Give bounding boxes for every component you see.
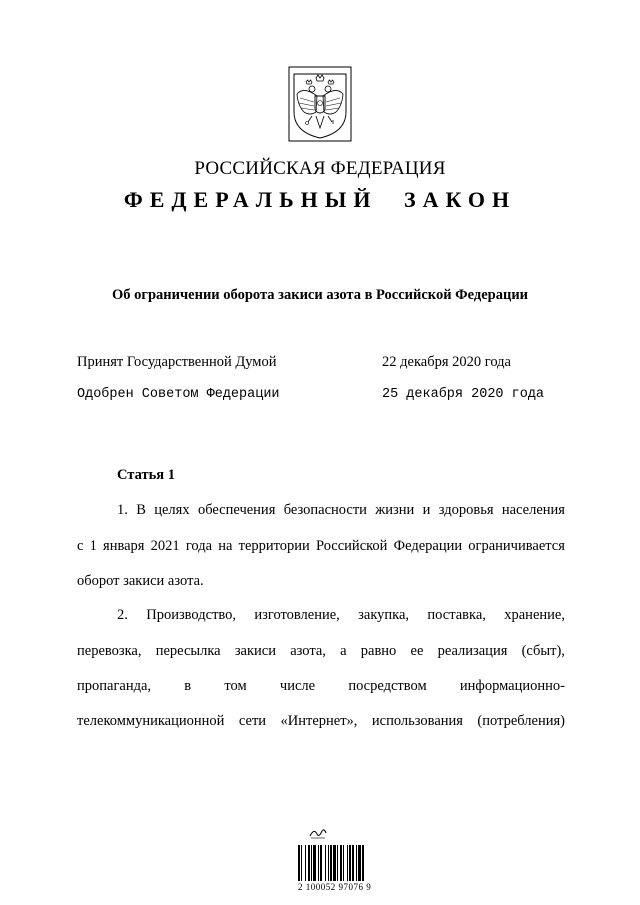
word: информационно-: [459, 678, 565, 694]
adoption-label: Принят Государственной Думой: [77, 354, 277, 370]
word: ограничивается: [468, 538, 565, 554]
word: равно: [360, 643, 397, 659]
word: использования: [371, 713, 463, 729]
article-heading: Статья 1: [117, 467, 175, 483]
word: 2021: [150, 538, 180, 554]
word: Российской: [315, 538, 388, 554]
paragraph-line: [117, 607, 565, 624]
paragraph-line: [77, 678, 565, 695]
paragraph-line: оборот закиси азота.: [77, 573, 204, 589]
word: Производство,: [146, 607, 237, 623]
word: с: [77, 538, 84, 554]
barcode-number: 2 100052 97076 9: [298, 882, 372, 892]
word: жизни: [375, 502, 415, 518]
word: а: [340, 643, 347, 659]
word: телекоммуникационной: [77, 713, 225, 729]
word: поставка,: [427, 607, 486, 623]
word: пересылка: [155, 643, 221, 659]
word: января: [103, 538, 145, 554]
signature-mark-icon: [308, 826, 328, 840]
law-title: Об ограничении оборота закиси азота в Российской Федерации: [111, 287, 529, 303]
country-name: РОССИЙСКАЯ ФЕДЕРАЦИЯ: [194, 158, 446, 179]
word: закупка,: [358, 607, 410, 623]
word: года: [185, 538, 213, 554]
coat-of-arms-icon: [288, 66, 352, 142]
word: сети: [238, 713, 267, 729]
paragraph-line: [117, 502, 565, 519]
paragraph-line: [77, 713, 565, 730]
barcode-icon: [298, 845, 378, 881]
document-type: ФЕДЕРАЛЬНЫЙ ЗАКОН: [123, 187, 517, 212]
word: (потребления): [477, 713, 565, 729]
word: населения: [501, 502, 565, 518]
word: Федерации: [393, 538, 463, 554]
word: числе: [279, 678, 316, 694]
word: и: [422, 502, 431, 518]
word: хранение,: [504, 607, 565, 623]
word: закиси: [234, 643, 276, 659]
word: «Интернет»,: [280, 713, 358, 729]
word: изготовление,: [254, 607, 340, 623]
word: целях: [154, 502, 190, 518]
word: посредством: [348, 678, 427, 694]
word: пропаганда,: [77, 678, 152, 694]
word: 1: [89, 538, 97, 554]
word: обеспечения: [197, 502, 276, 518]
word: в: [184, 678, 192, 694]
barcode-block: [298, 826, 388, 892]
word: перевозка,: [77, 643, 142, 659]
word: безопасности: [283, 502, 367, 518]
word: реализация: [437, 643, 508, 659]
paragraph-line: [77, 538, 565, 555]
adoption-date: 22 декабря 2020 года: [382, 354, 511, 370]
word: ее: [410, 643, 424, 659]
word: том: [224, 678, 247, 694]
word: территории: [238, 538, 310, 554]
word: 1.: [117, 502, 128, 518]
adoption-date: 25 декабря 2020 года: [382, 387, 545, 402]
word: азота,: [290, 643, 326, 659]
word: здоровья: [438, 502, 494, 518]
paragraph-line: [77, 643, 565, 660]
word: 2.: [117, 607, 128, 623]
word: на: [218, 538, 233, 554]
adoption-label: Одобрен Советом Федерации: [77, 387, 280, 402]
word: (сбыт),: [521, 643, 565, 659]
word: В: [136, 502, 146, 518]
